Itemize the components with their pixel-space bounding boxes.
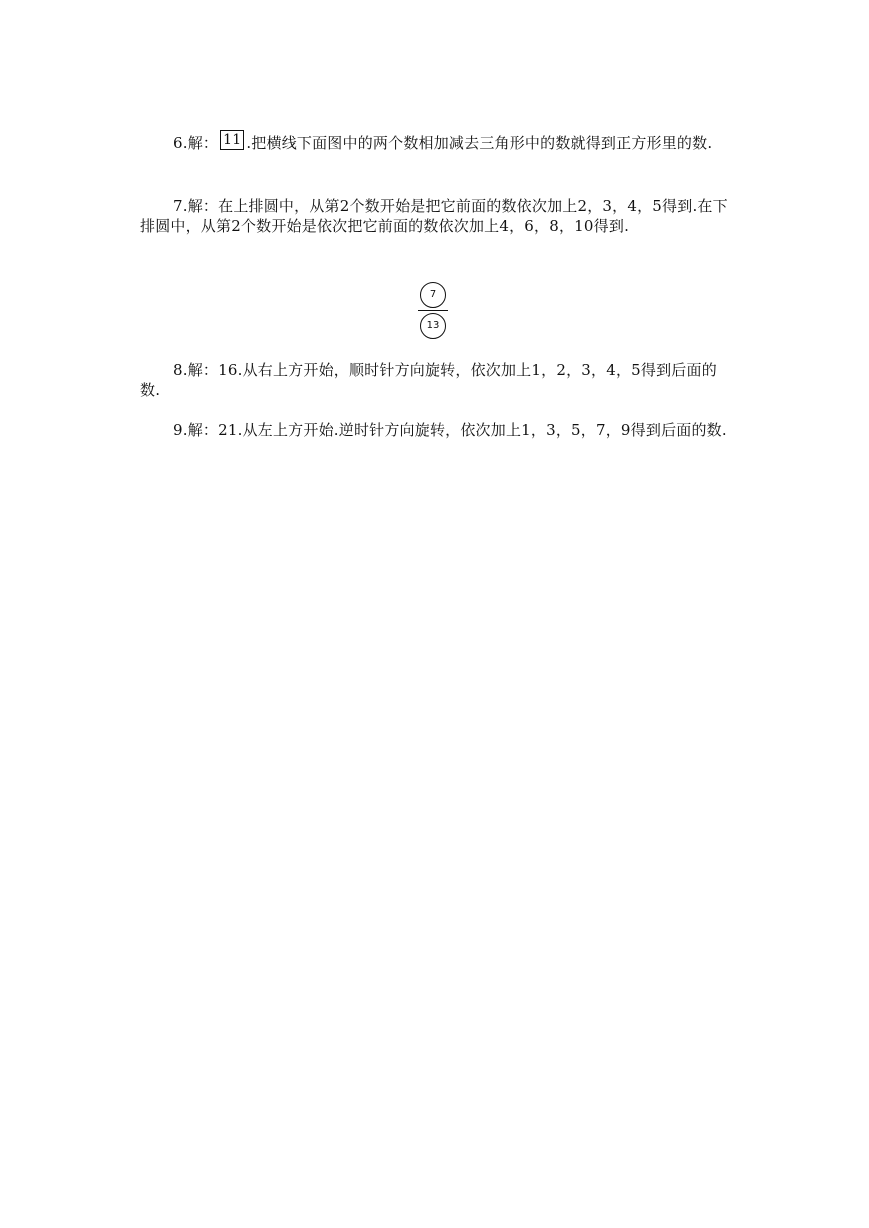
circle-figure: [418, 282, 448, 340]
answer-6: [140, 130, 730, 153]
answer-8: [140, 360, 730, 400]
answer-9-label: 9.解：: [173, 421, 219, 439]
answer-6-text: .把横线下面图中的两个数相加减去三角形中的数就得到正方形里的数.: [246, 134, 713, 152]
answer-6-label: 6.解：: [173, 134, 219, 152]
answer-9-text: 21.从左上方开始.逆时针方向旋转，依次加上1，3，5，7，9得到后面的数.: [218, 421, 727, 439]
figure-divider: [418, 310, 448, 311]
bottom-circle: 13: [420, 313, 446, 339]
answer-8-text: 16.从右上方开始，顺时针方向旋转，依次加上1，2，3，4，5得到后面的数.: [140, 361, 717, 399]
answer-7: [140, 196, 730, 236]
answer-6-box: 11: [220, 130, 244, 150]
top-circle: 7: [420, 282, 446, 308]
answer-7-label: 7.解：: [173, 197, 219, 215]
answer-8-label: 8.解：: [173, 361, 219, 379]
answer-9: [140, 420, 730, 440]
answer-7-text: 在上排圆中，从第2个数开始是把它前面的数依次加上2，3，4，5得到.在下排圆中，从第2个数开始是依次把它前面的数依次加上4，6，8，10得到.: [140, 197, 728, 235]
